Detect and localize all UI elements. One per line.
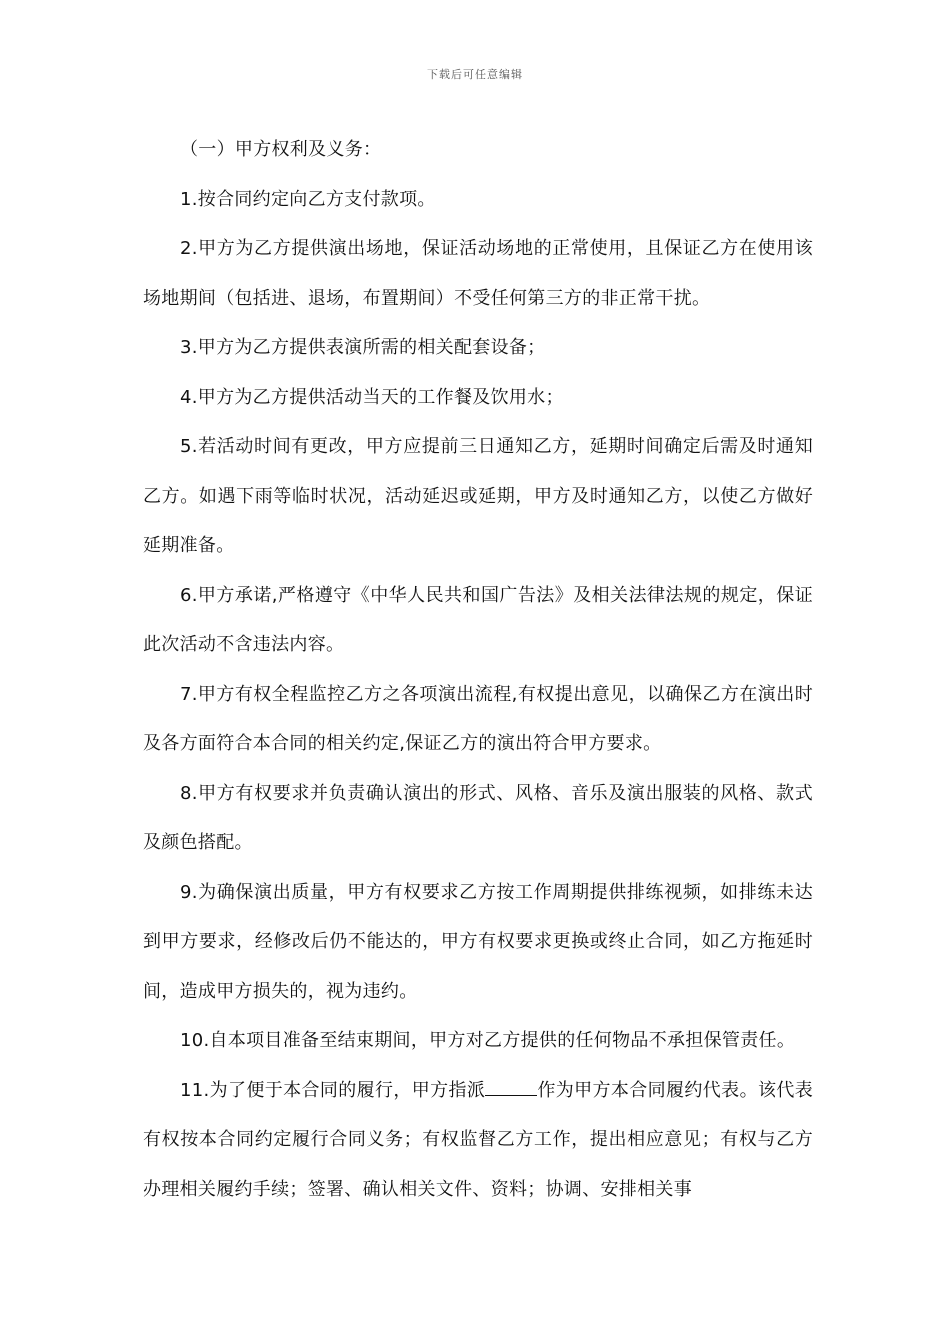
paragraph-11 — [143, 1066, 813, 1215]
paragraph-2: 2.甲方为乙方提供演出场地，保证活动场地的正常使用，且保证乙方在使用该场地期间（包括进、退场，布置期间）不受任何第三方的非正常干扰。 — [143, 238, 813, 309]
paragraph-6: 6.甲方承诺,严格遵守《中华人民共和国广告法》及相关法律法规的规定，保证此次活动不含违法内容。 — [143, 584, 813, 655]
paragraph-11-before: 11.为了便于本合同的履行，甲方指派 — [180, 1079, 486, 1101]
paragraph-10: 10.自本项目准备至结束期间，甲方对乙方提供的任何物品不承担保管责任。 — [180, 1030, 796, 1051]
section-title: （一）甲方权利及义务： — [180, 139, 382, 160]
paragraph-11-after: 作为甲方本合同履约代表。该代表有权按本合同约定履行合同义务；有权监督乙方工作，提出相应意见；有权与乙方办理相关履约手续；签署、确认相关文件、资料；协调、安排相关事 — [143, 1079, 814, 1200]
paragraph-8: 8.甲方有权要求并负责确认演出的形式、风格、音乐及演出服装的风格、款式及颜色搭配。 — [143, 782, 813, 853]
paragraph-3: 3.甲方为乙方提供表演所需的相关配套设备； — [180, 337, 546, 358]
fill-in-blank — [485, 1079, 537, 1096]
paragraph-1: 1.按合同约定向乙方支付款项。 — [180, 188, 436, 210]
paragraph-5: 5.若活动时间有更改，甲方应提前三日通知乙方，延期时间确定后需及时通知乙方。如遇下雨等临时状况，活动延迟或延期，甲方及时通知乙方，以使乙方做好延期准备。 — [143, 436, 813, 556]
paragraph-4: 4.甲方为乙方提供活动当天的工作餐及饮用水； — [180, 386, 564, 408]
document-body — [143, 125, 813, 1214]
paragraph-9: 9.为确保演出质量，甲方有权要求乙方按工作周期提供排练视频，如排练未达到甲方要求，经修改后仍不能达的，甲方有权要求更换或终止合同，如乙方拖延时间，造成甲方损失的，视为违约。 — [143, 881, 813, 1002]
paragraph-7: 7.甲方有权全程监控乙方之各项演出流程,有权提出意见，以确保乙方在演出时及各方面符合本合同的相关约定,保证乙方的演出符合甲方要求。 — [143, 683, 813, 754]
page-header: 下载后可任意编辑 — [427, 68, 523, 81]
